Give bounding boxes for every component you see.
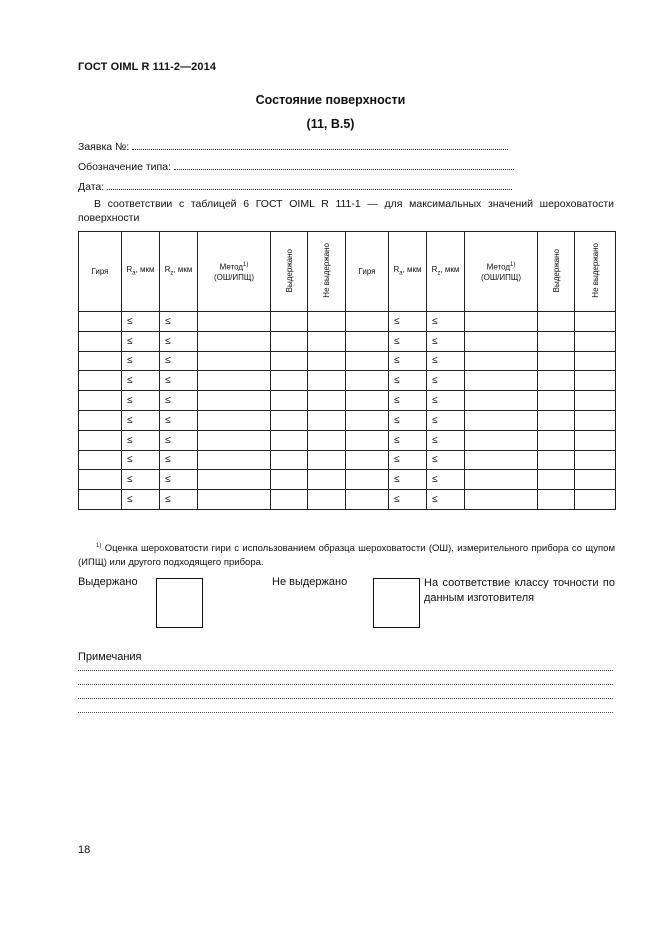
header-rz: $R_z$, мкм — [160, 232, 198, 312]
failed-checkbox[interactable] — [373, 578, 420, 628]
fill-line — [174, 160, 514, 170]
cell-passed[interactable] — [271, 470, 308, 490]
cell-ra[interactable]: ≤ — [122, 450, 160, 470]
cell-passed[interactable] — [271, 430, 308, 450]
footnote-marker: 1) — [96, 543, 102, 549]
table-row — [79, 470, 616, 490]
fill-line — [107, 180, 512, 190]
cell-method[interactable] — [198, 410, 271, 430]
cell-method[interactable] — [465, 312, 538, 332]
table-body — [79, 312, 616, 510]
cell-weight[interactable] — [79, 450, 122, 470]
date-field[interactable] — [78, 180, 512, 193]
table-row — [79, 450, 616, 470]
table-row — [79, 430, 616, 450]
cell-method[interactable] — [465, 351, 538, 371]
cell-rz[interactable]: ≤ — [160, 470, 198, 490]
cell-rz[interactable]: ≤ — [427, 410, 465, 430]
cell-ra[interactable]: ≤ — [122, 391, 160, 411]
cell-rz[interactable]: ≤ — [160, 410, 198, 430]
header-failed-2: Не выдержано — [575, 232, 616, 312]
notes-line[interactable] — [78, 684, 613, 685]
cell-failed[interactable] — [308, 490, 346, 510]
cell-failed[interactable] — [575, 470, 616, 490]
header-ra: $R_a$, мкм — [122, 232, 160, 312]
cell-passed[interactable] — [271, 410, 308, 430]
cell-passed[interactable] — [271, 391, 308, 411]
cell-passed[interactable] — [271, 312, 308, 332]
document-header: ГОСТ OIML R 111-2—2014 — [78, 61, 217, 73]
cell-ra[interactable]: ≤ — [389, 490, 427, 510]
cell-ra[interactable]: ≤ — [389, 331, 427, 351]
cell-weight[interactable] — [79, 331, 122, 351]
cell-rz[interactable]: ≤ — [427, 490, 465, 510]
cell-passed[interactable] — [538, 410, 575, 430]
cell-method[interactable] — [198, 490, 271, 510]
cell-ra[interactable]: ≤ — [389, 391, 427, 411]
page-title: Состояние поверхности — [255, 93, 406, 107]
cell-weight[interactable] — [79, 312, 122, 332]
cell-ra[interactable]: ≤ — [122, 410, 160, 430]
cell-method[interactable] — [198, 391, 271, 411]
passed-label: Выдержано — [78, 576, 138, 588]
cell-rz[interactable]: ≤ — [160, 430, 198, 450]
cell-passed[interactable] — [271, 351, 308, 371]
cell-passed[interactable] — [271, 490, 308, 510]
cell-weight[interactable] — [346, 450, 389, 470]
cell-failed[interactable] — [575, 312, 616, 332]
notes-line[interactable] — [78, 712, 613, 713]
page-subtitle: (11, B.5) — [306, 117, 355, 131]
cell-failed[interactable] — [575, 391, 616, 411]
field-label: Обозначение типа: — [78, 161, 171, 173]
cell-rz[interactable]: ≤ — [427, 371, 465, 391]
cell-rz[interactable]: ≤ — [160, 371, 198, 391]
cell-failed[interactable] — [308, 470, 346, 490]
intro-text: В соответствии с таблицей 6 ГОСТ OIML R 111-1 — для максимальных значений шероховатости поверхности — [78, 198, 614, 224]
cell-failed[interactable] — [575, 371, 616, 391]
cell-passed[interactable] — [538, 450, 575, 470]
cell-rz[interactable]: ≤ — [160, 391, 198, 411]
cell-weight[interactable] — [346, 371, 389, 391]
cell-passed[interactable] — [538, 312, 575, 332]
cell-passed[interactable] — [538, 470, 575, 490]
table-header-row — [79, 232, 616, 312]
header-method: Метод$^{1)}$ (ОШ/ИПЩ) — [198, 232, 271, 312]
cell-failed[interactable] — [308, 410, 346, 430]
header-failed: Не выдержано — [308, 232, 346, 312]
cell-method[interactable] — [465, 470, 538, 490]
table-row — [79, 312, 616, 332]
header-passed: Выдержано — [271, 232, 308, 312]
cell-method[interactable] — [198, 312, 271, 332]
cell-weight[interactable] — [346, 430, 389, 450]
cell-failed[interactable] — [308, 331, 346, 351]
cell-ra[interactable]: ≤ — [389, 351, 427, 371]
cell-method[interactable] — [198, 450, 271, 470]
cell-method[interactable] — [465, 371, 538, 391]
cell-rz[interactable]: ≤ — [160, 331, 198, 351]
header-ra-2: $R_a$, мкм — [389, 232, 427, 312]
table-row — [79, 391, 616, 411]
cell-passed[interactable] — [538, 371, 575, 391]
cell-failed[interactable] — [308, 430, 346, 450]
cell-weight[interactable] — [79, 351, 122, 371]
header-weight-2: Гиря — [346, 232, 389, 312]
cell-rz[interactable]: ≤ — [427, 470, 465, 490]
passed-checkbox[interactable] — [156, 578, 203, 628]
page-number: 18 — [78, 844, 91, 856]
cell-failed[interactable] — [575, 490, 616, 510]
cell-failed[interactable] — [575, 351, 616, 371]
type-designation-field[interactable] — [78, 160, 514, 173]
cell-ra[interactable]: ≤ — [122, 430, 160, 450]
table-row — [79, 351, 616, 371]
cell-failed[interactable] — [308, 391, 346, 411]
cell-method[interactable] — [198, 430, 271, 450]
cell-weight[interactable] — [79, 490, 122, 510]
cell-failed[interactable] — [308, 371, 346, 391]
notes-title: Примечания — [78, 651, 142, 663]
notes-line[interactable] — [78, 670, 613, 671]
cell-rz[interactable]: ≤ — [160, 450, 198, 470]
cell-failed[interactable] — [575, 331, 616, 351]
cell-method[interactable] — [465, 490, 538, 510]
cell-method[interactable] — [198, 331, 271, 351]
cell-rz[interactable]: ≤ — [160, 490, 198, 510]
cell-passed[interactable] — [538, 391, 575, 411]
cell-ra[interactable]: ≤ — [389, 470, 427, 490]
cell-ra[interactable]: ≤ — [122, 331, 160, 351]
cell-passed[interactable] — [538, 430, 575, 450]
cell-ra[interactable]: ≤ — [122, 490, 160, 510]
cell-rz[interactable]: ≤ — [160, 312, 198, 332]
footnote-text: Оценка шероховатости гири с использованием образца шероховатости (ОШ), измерительного прибора со щупом (ИПЩ) или другого подходящего прибора. — [78, 543, 615, 569]
cell-failed[interactable] — [575, 450, 616, 470]
application-number-field[interactable] — [78, 140, 508, 153]
cell-method[interactable] — [465, 450, 538, 470]
cell-passed[interactable] — [271, 331, 308, 351]
cell-weight[interactable] — [346, 490, 389, 510]
class-accuracy-label: На соответствие классу точности по данным изготовителя — [424, 577, 615, 604]
field-label: Заявка №: — [78, 141, 130, 153]
cell-ra[interactable]: ≤ — [122, 312, 160, 332]
cell-method[interactable] — [198, 470, 271, 490]
cell-ra[interactable]: ≤ — [389, 430, 427, 450]
cell-weight[interactable] — [79, 391, 122, 411]
cell-weight[interactable] — [79, 371, 122, 391]
footnote — [78, 539, 615, 570]
cell-ra[interactable]: ≤ — [122, 371, 160, 391]
surface-condition-table — [78, 231, 616, 510]
field-label: Дата: — [78, 181, 105, 193]
cell-passed[interactable] — [538, 331, 575, 351]
cell-failed[interactable] — [308, 450, 346, 470]
cell-failed[interactable] — [575, 410, 616, 430]
table-row — [79, 490, 616, 510]
cell-ra[interactable]: ≤ — [389, 312, 427, 332]
cell-weight[interactable] — [346, 410, 389, 430]
cell-rz[interactable]: ≤ — [427, 391, 465, 411]
cell-passed[interactable] — [538, 351, 575, 371]
header-weight: Гиря — [79, 232, 122, 312]
header-rz-2: $R_z$, мкм — [427, 232, 465, 312]
table-row — [79, 371, 616, 391]
cell-failed[interactable] — [308, 312, 346, 332]
cell-passed[interactable] — [271, 371, 308, 391]
cell-passed[interactable] — [271, 450, 308, 470]
cell-method[interactable] — [198, 351, 271, 371]
cell-rz[interactable]: ≤ — [427, 430, 465, 450]
cell-ra[interactable]: ≤ — [389, 450, 427, 470]
cell-method[interactable] — [465, 410, 538, 430]
cell-weight[interactable] — [346, 470, 389, 490]
cell-weight[interactable] — [346, 312, 389, 332]
cell-rz[interactable]: ≤ — [427, 450, 465, 470]
cell-weight[interactable] — [346, 331, 389, 351]
header-passed-2: Выдержано — [538, 232, 575, 312]
cell-weight[interactable] — [79, 470, 122, 490]
cell-method[interactable] — [465, 430, 538, 450]
cell-rz[interactable]: ≤ — [160, 351, 198, 371]
cell-weight[interactable] — [79, 410, 122, 430]
table-row — [79, 410, 616, 430]
cell-method[interactable] — [465, 391, 538, 411]
failed-label: Не выдержано — [272, 576, 348, 588]
cell-method[interactable] — [198, 371, 271, 391]
cell-rz[interactable]: ≤ — [427, 351, 465, 371]
cell-passed[interactable] — [538, 490, 575, 510]
cell-rz[interactable]: ≤ — [427, 312, 465, 332]
cell-ra[interactable]: ≤ — [389, 371, 427, 391]
cell-ra[interactable]: ≤ — [389, 410, 427, 430]
cell-rz[interactable]: ≤ — [427, 331, 465, 351]
cell-ra[interactable]: ≤ — [122, 351, 160, 371]
cell-weight[interactable] — [346, 391, 389, 411]
cell-weight[interactable] — [79, 430, 122, 450]
cell-ra[interactable]: ≤ — [122, 470, 160, 490]
cell-failed[interactable] — [575, 430, 616, 450]
cell-method[interactable] — [465, 331, 538, 351]
fill-line — [132, 140, 508, 150]
table-row — [79, 331, 616, 351]
header-method-2: Метод$^{1)}$ (ОШ/ИПЩ) — [465, 232, 538, 312]
cell-weight[interactable] — [346, 351, 389, 371]
cell-failed[interactable] — [308, 351, 346, 371]
notes-line[interactable] — [78, 698, 613, 699]
